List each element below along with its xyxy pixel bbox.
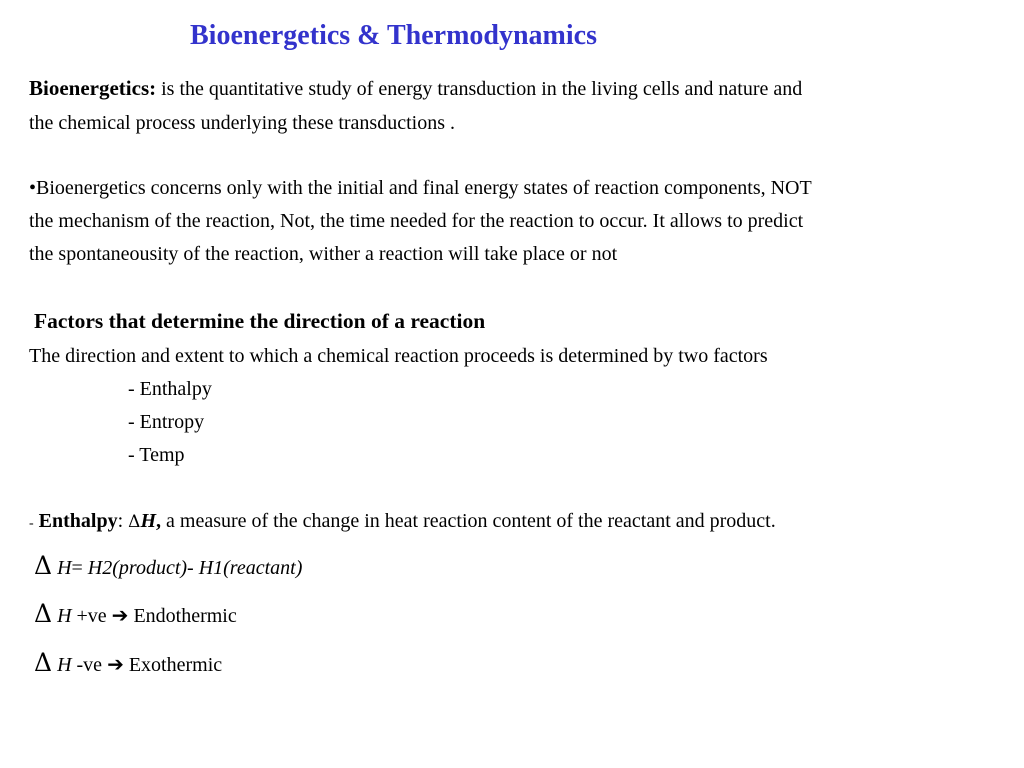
slide-title: Bioenergetics & Thermodynamics bbox=[190, 20, 597, 51]
arrow-right-icon: ➔ bbox=[111, 603, 129, 627]
enthalpy-dash: - bbox=[29, 516, 34, 531]
factor-item-temp: - Temp bbox=[128, 444, 185, 466]
factor-item-entropy: - Entropy bbox=[128, 411, 205, 433]
formula-lhs: H bbox=[57, 557, 72, 579]
factor-item-enthalpy: - Enthalpy bbox=[128, 378, 212, 400]
bullet-line-3: the spontaneousity of the reaction, wither a reaction will take place or not bbox=[29, 243, 618, 265]
delta-icon: Δ bbox=[34, 648, 53, 677]
positive-sign: +ve bbox=[71, 605, 112, 627]
enthalpy-colon: : bbox=[117, 510, 124, 532]
bullet-line-2: the mechanism of the reaction, Not, the time needed for the reaction to occur. It allows to predict bbox=[29, 210, 804, 232]
enthalpy-formula bbox=[34, 553, 302, 578]
factors-heading: Factors that determine the direction of a reaction bbox=[34, 309, 486, 333]
negative-sign: -ve bbox=[71, 654, 108, 676]
exothermic-rule bbox=[34, 650, 222, 675]
arrow-right-icon: ➔ bbox=[107, 652, 124, 676]
enthalpy-term: Enthalpy bbox=[38, 510, 118, 532]
delta-icon: Δ bbox=[34, 551, 53, 580]
definition-text-1: is the quantitative study of energy transduction in the living cells and nature and bbox=[156, 78, 803, 100]
definition-line-2: the chemical process underlying these transductions . bbox=[29, 112, 455, 134]
endothermic-rule bbox=[34, 601, 237, 626]
negative-symbol: H bbox=[57, 654, 72, 676]
delta-symbol: Δ bbox=[128, 512, 141, 532]
definition-term: Bioenergetics: bbox=[29, 76, 157, 100]
enthalpy-definition bbox=[29, 511, 776, 531]
formula-rhs: H2(product)- H1(reactant) bbox=[82, 557, 303, 579]
exothermic-label: Exothermic bbox=[123, 654, 223, 676]
enthalpy-comma: , bbox=[156, 510, 162, 532]
formula-equals: = bbox=[71, 557, 83, 579]
definition-line-1 bbox=[29, 78, 802, 99]
delta-icon: Δ bbox=[34, 599, 53, 628]
enthalpy-symbol: H bbox=[140, 510, 157, 532]
factors-intro: The direction and extent to which a chemical reaction proceeds is determined by two factors bbox=[29, 345, 768, 367]
endothermic-label: Endothermic bbox=[128, 605, 237, 627]
bullet-line-1: •Bioenergetics concerns only with the initial and final energy states of reaction components, NOT bbox=[29, 177, 812, 199]
positive-symbol: H bbox=[57, 605, 72, 627]
enthalpy-description: a measure of the change in heat reaction content of the reactant and product. bbox=[161, 510, 776, 532]
